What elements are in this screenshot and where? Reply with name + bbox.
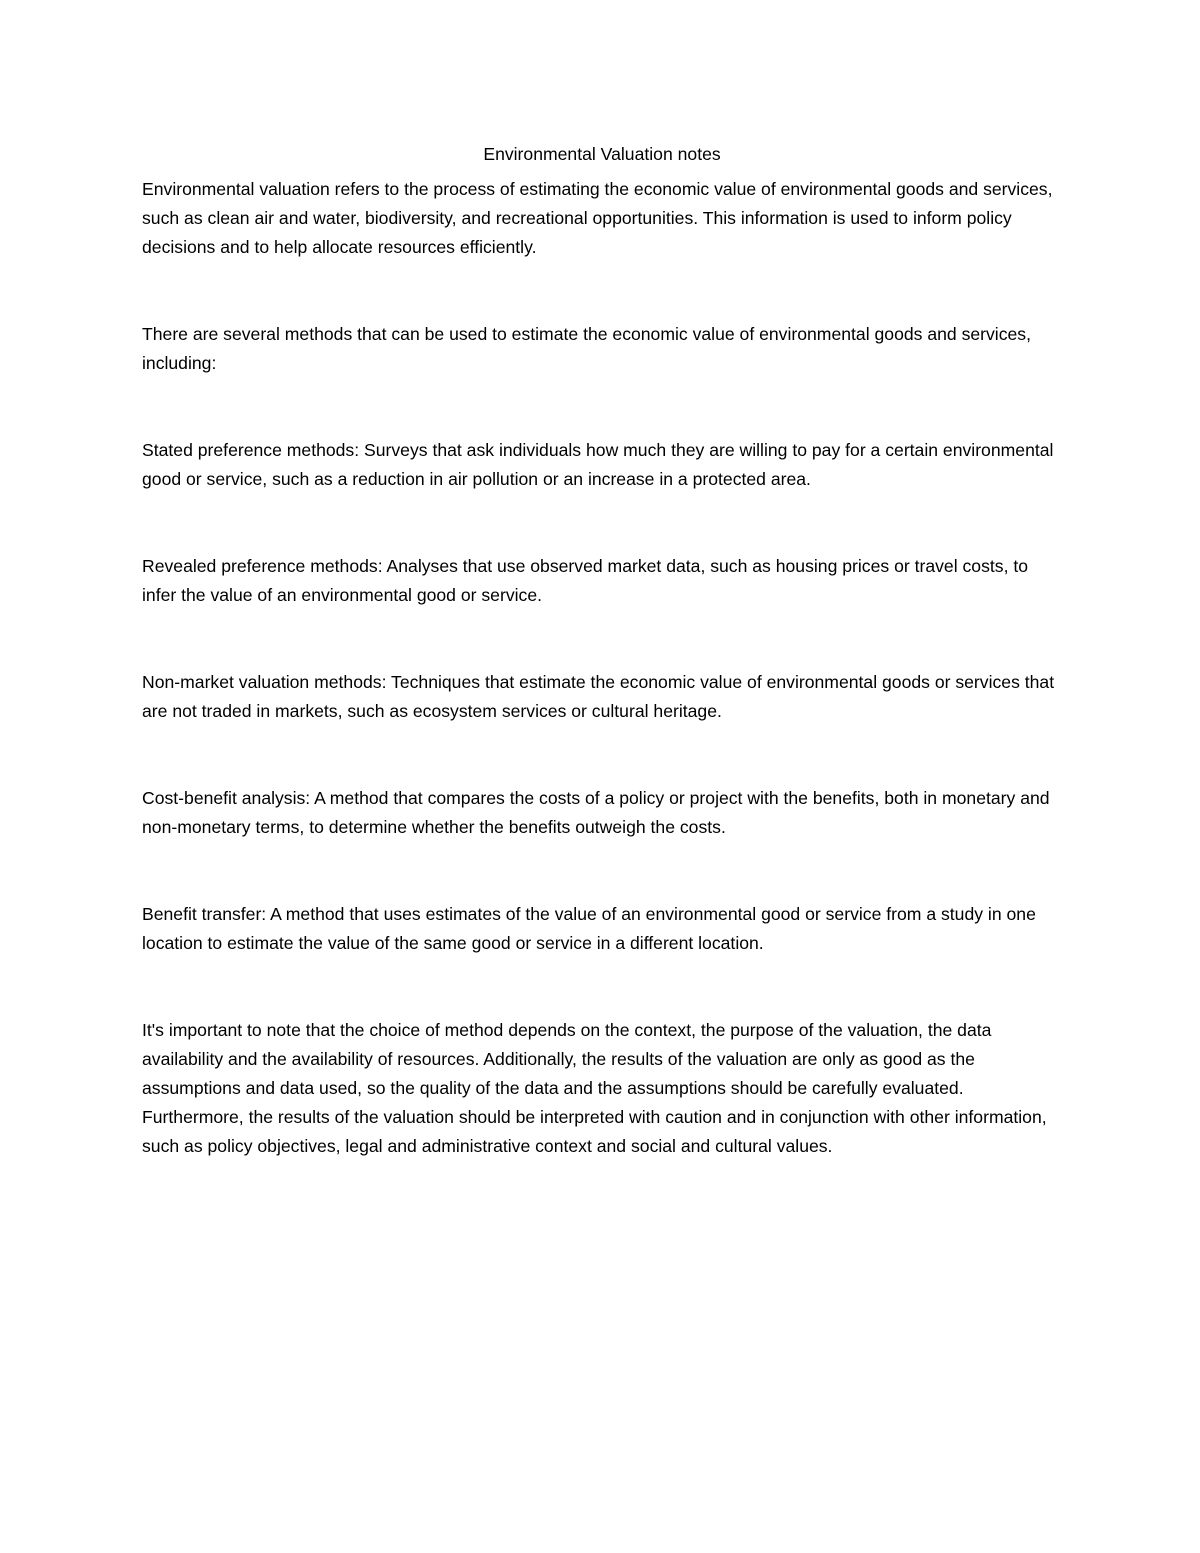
paragraph-cost-benefit: Cost-benefit analysis: A method that compares the costs of a policy or project with the benefits, both in monetary and non-monetary terms, to determine whether the benefits outweigh the costs. <box>142 788 1050 837</box>
document-title: Environmental Valuation notes <box>483 144 721 164</box>
paragraph-benefit-transfer: Benefit transfer: A method that uses estimates of the value of an environmental good or service from a study in one location to estimate the value of the same good or service in a different location. <box>142 904 1036 953</box>
paragraph-revealed-preference: Revealed preference methods: Analyses that use observed market data, such as housing prices or travel costs, to infer the value of an environmental good or service. <box>142 556 1029 605</box>
document-body <box>142 140 1062 1161</box>
paragraph-stated-preference: Stated preference methods: Surveys that ask individuals how much they are willing to pay for a certain environmental good or service, such as a reduction in air pollution or an increase in a protected area. <box>142 440 1054 489</box>
paragraph-methods-intro: There are several methods that can be used to estimate the economic value of environmental goods and services, including: <box>142 324 1031 373</box>
paragraph-intro: Environmental valuation refers to the process of estimating the economic value of environmental goods and services, such as clean air and water, biodiversity, and recreational opportunities. This information is used to inform policy decisions and to help allocate resources efficiently. <box>142 179 1053 257</box>
paragraph-non-market-valuation: Non-market valuation methods: Techniques that estimate the economic value of environmental goods or services that are not traded in markets, such as ecosystem services or cultural heritage. <box>142 672 1055 721</box>
paragraph-conclusion: It's important to note that the choice of method depends on the context, the purpose of the valuation, the data availability and the availability of resources. Additionally, the results of the valuation are only as good as the assumptions and data used, so the quality of the data and the assumptions should be carefully evaluated. Furthermore, the results of the valuation should be interpreted with caution and in conjunction with other information, such as policy objectives, legal and administrative context and social and cultural values. <box>142 1020 1047 1156</box>
